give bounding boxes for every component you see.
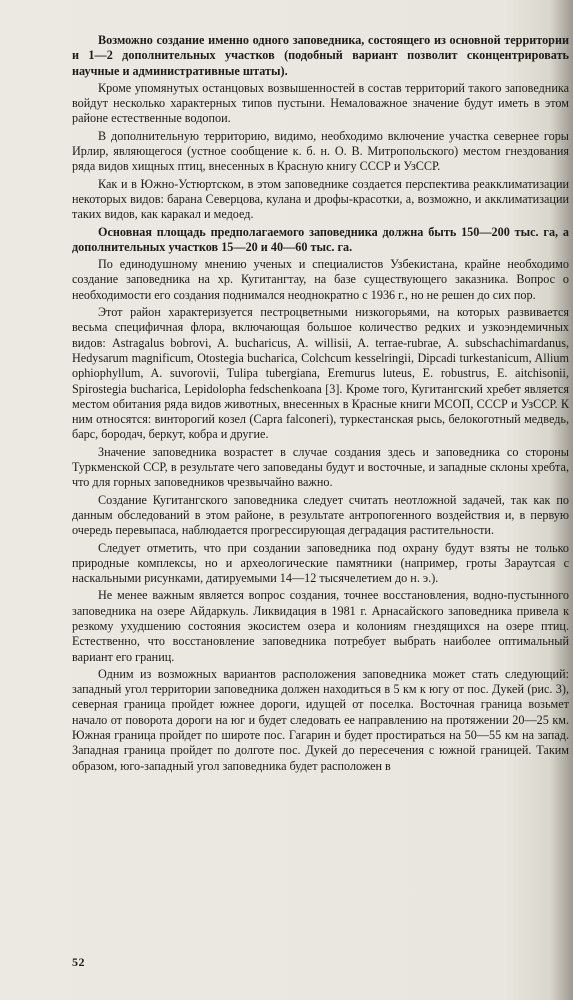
paragraph-1: Возможно создание именно одного заповедника, состоящего из основной территории и 1—2 дополнительных участков (подобный вариант позволит сконцентрировать научные и административные штаты). bbox=[72, 33, 569, 78]
paragraph-4: Как и в Южно-Устюртском, в этом заповеднике создается перспектива реакклиматизации некоторых видов: барана Северцова, кулана и дрофы-красотки, а, возможно, и акклиматизации таких видов, как каракал и медоед. bbox=[72, 176, 569, 222]
page-number: 52 bbox=[72, 955, 85, 969]
paragraph-10: Следует отметить, что при создании заповедника под охрану будут взяты не только природные комплексы, но и археологические памятники (например, гроты Зараутсая с наскальными рисунками, датируемыми 14—12 тысячелетием до н. э.). bbox=[72, 540, 569, 586]
paragraph-5: Основная площадь предполагаемого заповедника должна быть 150—200 тыс. га, а дополнительных участков 15—20 и 40—60 тыс. га. bbox=[72, 224, 569, 254]
paragraph-9: Создание Кугитангского заповедника следует считать неотложной задачей, так как по данным обследований в этом районе, в результате антропогенного воздействия и, в первую очередь перевыпаса, наблюдается прогрессирующая деградация растительности. bbox=[72, 492, 569, 538]
paragraph-11: Не менее важным является вопрос создания, точнее восстановления, водно-пустынного заповедника на озере Айдаркуль. Ликвидация в 1981 г. Арнасайского заповедника привела к резкому ухудшению состояния экосистем озера и колониям гнездящихся на озере птиц. Естественно, что восстановление заповедника потребует выбрать наиболее оптимальный вариант его границ. bbox=[72, 588, 569, 664]
paragraph-2: Кроме упомянутых останцовых возвышенностей в состав территорий такого заповедника войдут несколько характерных типов пустыни. Немаловажное значение будут иметь в этом районе естественные водопои. bbox=[72, 80, 569, 126]
paragraph-7: Этот район характеризуется пестроцветными низкогорьями, на которых развивается весьма специфичная флора, включающая большое количество редких и узкоэндемичных видов: Astragalus bobrovi, A. bucharicus, A. willisii, A. terrae-rubrae, A. subschachimardanus, Hedysarum magnificum, Otostegia bucharica, Colchcum kesselringii, Dipcadi turkestanicum, Allium ophiophyllum, A. suvorovii, Tulipa tubergiana, Eremurus luteus, E. robustrus, E. aitchisonii, Spirostegia bucharica, Lepidolopha fedschenkoana [3]. Кроме того, Кугитангский хребет является местом обитания ряда видов животных, внесенных в Красные книги МСОП, СССР и УзССР. К ним относятся: винторогий козел (Capra falconeri), туркестанская рысь, белокоготный медведь, барс, бородач, беркут, кобра и другие. bbox=[72, 305, 569, 442]
paragraph-12: Одним из возможных вариантов расположения заповедника может стать следующий: западный угол территории заповедника должен находиться в 5 км к югу от пос. Дукей (рис. 3), северная граница пройдет южнее дороги, идущей от поселка. Восточная граница возьмет начало от поворота дороги на юг и будет следовать ее направлению на протяжении 20—25 км. Южная граница пройдет по широте пос. Гагарин и будет простираться на 50—55 км на запад. Западная граница пройдет по долготе пос. Дукей до пересечения с южной границей. Таким образом, юго-западный угол заповедника будет расположен в bbox=[72, 666, 569, 773]
paragraph-3: В дополнительную территорию, видимо, необходимо включение участка севернее горы Ирлир, являющегося (устное сообщение к. б. н. О. В. Митропольского) местом гнездования ряда видов хищных птиц, внесенных в Красную книгу СССР и УзССР. bbox=[72, 128, 569, 174]
paragraph-6: По единодушному мнению ученых и специалистов Узбекистана, крайне необходимо создание заповедника на хр. Кугитангтау, на базе существующего заказника. Вопрос о необходимости его создания поднимался неоднократно с 1936 г., но не решен до сих пор. bbox=[72, 257, 569, 302]
paragraph-8: Значение заповедника возрастет в случае создания здесь и заповедника со стороны Туркменской ССР, в результате чего заповеданы будут и восточные, и западные склоны хребта, что для горных заповедников чрезвычайно важно. bbox=[72, 444, 569, 490]
page-body-text bbox=[72, 33, 569, 776]
